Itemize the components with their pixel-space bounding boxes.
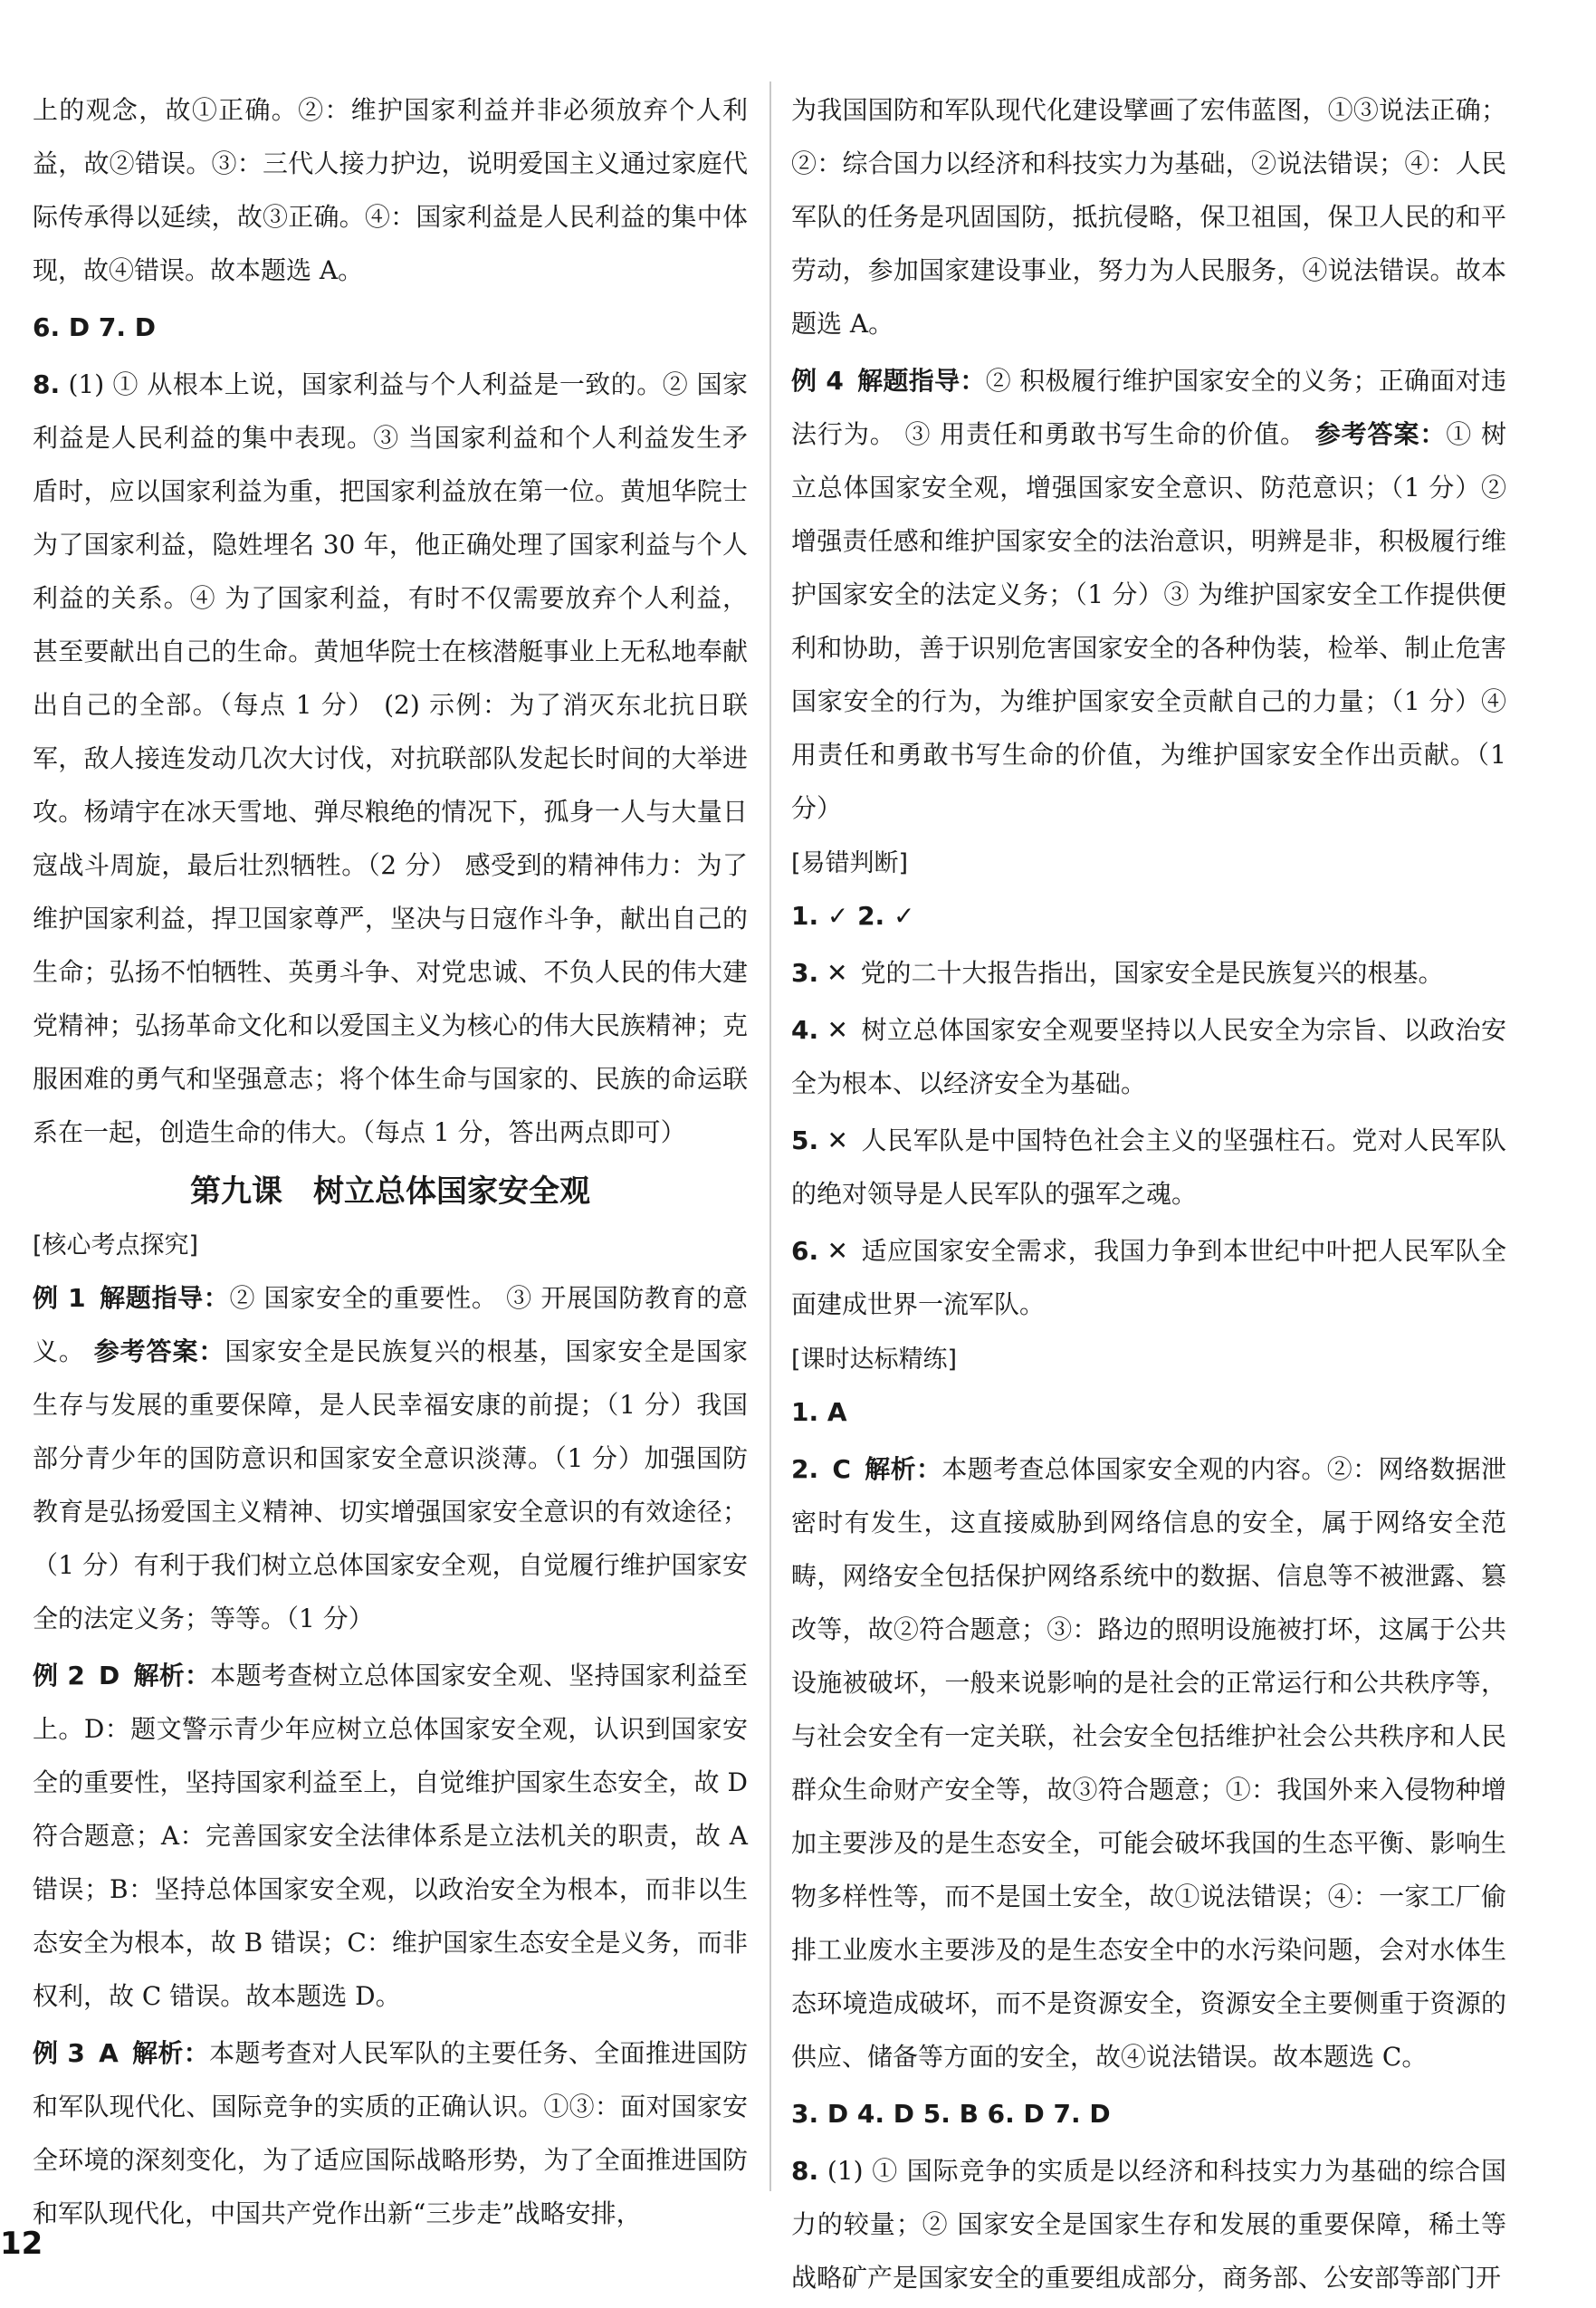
judgement-1-2: 1. ✓ 2. ✓ — [791, 901, 915, 931]
section-drill-heading — [791, 1335, 1506, 1385]
judgement-3-number: 3. — [791, 958, 819, 988]
page-number: 12 — [0, 2226, 43, 2262]
drill-answer-8 — [791, 2144, 1506, 2304]
answer-8-number: 8. — [33, 369, 61, 399]
example-4-guide-label: 解题指导： — [857, 366, 986, 396]
example-2-explanation-label: 解析： — [133, 1661, 211, 1690]
drill-answer-2-choice: C — [832, 1454, 851, 1484]
example-1 — [33, 1271, 748, 1645]
example-4-answer: ① 树立总体国家安全观，增强国家安全意识、防范意识；（1 分）② 增强责任感和维护国家安全的法治意识，明辨是非，积极履行维护国家安全的法定义务；（1 分）③ 为维护国家安全工作提供便利和协助，善于识别危害国家安全的各种伪装，检举、制止危害国家安全的行为，为维护国家安全贡献自己的力量；（1 分）④ 用责任和勇敢书写生命的价值，为维护国家安全作出贡献。（1 分） — [791, 419, 1506, 823]
left-column — [33, 83, 748, 2244]
judgement-3-text: 党的二十大报告指出，国家安全是民族复兴的根基。 — [860, 958, 1444, 988]
drill-answer-8-text: (1) ① 国际竞争的实质是以经济和科技实力为基础的综合国力的较量；② 国家安全是国家生存和发展的重要保障，稀土等战略矿产是国家安全的重要组成部分，商务部、公安部等部门开 — [791, 2156, 1506, 2293]
cross-mark-icon: ✕ — [827, 958, 848, 988]
example-2 — [33, 1649, 748, 2023]
example-3-explanation-label: 解析： — [132, 2038, 210, 2068]
judgement-3 — [791, 946, 1506, 1000]
judgement-5-text: 人民军队是中国特色社会主义的坚强柱石。党对人民军队的绝对领导是人民军队的强军之魂。 — [791, 1125, 1506, 1209]
drill-answer-2 — [791, 1442, 1506, 2083]
left-paragraph-continuation: 上的观念，故①正确。②：维护国家利益并非必须放弃个人利益，故②错误。③：三代人接力护边，说明爱国主义通过家庭代际传承得以延续，故③正确。④：国家利益是人民利益的集中体现，故④错误。故本题选 A。 — [33, 95, 748, 285]
cross-mark-icon: ✕ — [827, 1236, 849, 1266]
example-1-guide: ② 国家安全的重要性。 ③ 开展国防教育的意义。 — [33, 1283, 748, 1366]
judgement-4-text: 树立总体国家安全观要坚持以人民安全为宗旨、以政治安全为根本、以经济安全为基础。 — [791, 1015, 1506, 1098]
example-4-label: 例 4 — [791, 366, 844, 396]
cross-mark-icon: ✕ — [827, 1015, 849, 1045]
drill-answer-2-explanation-label: 解析： — [865, 1454, 942, 1484]
cross-mark-icon: ✕ — [827, 1125, 849, 1155]
right-column — [791, 83, 1506, 2308]
example-2-explanation: 本题考查树立总体国家安全观、坚持国家利益至上。D：题文警示青少年应树立总体国家安全观，认识到国家安全的重要性，坚持国家利益至上，自觉维护国家生态安全，故 D 符合题意；A：完善国家安全法律体系是立法机关的职责，故 A 错误；B：坚持总体国家安全观，以政治安全为根本，而非以生态安全为根本，故 B 错误；C：维护国家生态安全是义务，而非权利，故 C 错误。故本题选 D。 — [33, 1661, 748, 2011]
answer-8 — [33, 358, 748, 1159]
example-3 — [33, 2026, 748, 2240]
judgement-5 — [791, 1114, 1506, 1221]
section-error-label: [易错判断] — [791, 849, 909, 877]
example-3-explanation: 本题考查对人民军队的主要任务、全面推进国防和军队现代化、国际竞争的实质的正确认识。①③：面对国家安全环境的深刻变化，为了适应国际战略形势，为了全面推进国防和军队现代化，中国共产党作出新“三步走”战略安排， — [33, 2038, 748, 2228]
example-4-guide: ② 积极履行维护国家安全的义务；正确面对违法行为。 ③ 用责任和勇敢书写生命的价值。 — [791, 366, 1507, 449]
answers-6-7: 6. D 7. D — [33, 312, 156, 342]
example-4 — [791, 354, 1506, 835]
judgement-6 — [791, 1224, 1506, 1331]
section-error-heading — [791, 838, 1506, 889]
example-4-answer-label: 参考答案： — [1314, 419, 1447, 449]
example-2-label: 例 2 — [33, 1661, 85, 1690]
column-divider — [769, 81, 771, 2191]
example-1-guide-label: 解题指导： — [100, 1283, 230, 1313]
drill-answer-2-explanation: 本题考查总体国家安全观的内容。②：网络数据泄密时有发生，这直接威胁到网络信息的安全，属于网络安全范畴，网络安全包括保护网络系统中的数据、信息等不被泄露、篡改等，故②符合题意；③：路边的照明设施被打坏，这属于公共设施被破坏，一般来说影响的是社会的正常运行和公共秩序等，与社会安全有一定关联，社会安全包括维护社会公共秩序和人民群众生命财产安全等，故③符合题意；①：我国外来入侵物种增加主要涉及的是生态安全，可能会破坏我国的生态平衡、影响生物多样性等，而不是国土安全，故①说法错误；④：一家工厂偷排工业废水主要涉及的是生态安全中的水污染问题，会对水体生态环境造成破坏，而不是资源安全，资源安全主要侧重于资源的供应、储备等方面的安全，故④说法错误。故本题选 C。 — [791, 1454, 1506, 2072]
example-2-choice: D — [99, 1661, 120, 1690]
drill-answer-8-number: 8. — [791, 2156, 819, 2186]
section-core-label: [核心考点探究] — [33, 1231, 199, 1259]
drill-answer-1: 1. A — [791, 1397, 847, 1427]
lesson-title: 第九课 树立总体国家安全观 — [190, 1173, 590, 1210]
example-1-answer-label: 参考答案： — [93, 1336, 225, 1366]
answer-8-text: (1) ① 从根本上说，国家利益与个人利益是一致的。② 国家利益是人民利益的集中表现。③ 当国家利益和个人利益发生矛盾时，应以国家利益为重，把国家利益放在第一位。黄旭华院士为了国家利益，隐姓埋名 30 年，他正确处理了国家利益与个人利益的关系。④ 为了国家利益，有时不仅需要放弃个人利益，甚至要献出自己的生命。黄旭华院士在核潜艇事业上无私地奉献出自己的全部。（每点 1 分） (2) 示例：为了消灭东北抗日联军，敌人接连发动几次大讨伐，对抗联部队发起长时间的大举进攻。杨靖宇在冰天雪地、弹尽粮绝的情况下，孤身一人与大量日寇战斗周旋，最后壮烈牺牲。（2 分） 感受到的精神伟力：为了维护国家利益，捍卫国家尊严，坚决与日寇作斗争，献出自己的生命；弘扬不怕牺牲、英勇斗争、对党忠诚、不负人民的伟大建党精神；弘扬革命文化和以爱国主义为核心的伟大民族精神；克服困难的勇气和坚强意志；将个体生命与国家的、民族的命运联系在一起，创造生命的伟大。（每点 1 分，答出两点即可） — [33, 369, 748, 1147]
drill-answer-2-number: 2. — [791, 1454, 819, 1484]
section-core-heading — [33, 1221, 748, 1271]
judgement-4-number: 4. — [791, 1015, 819, 1045]
section-drill-label: [课时达标精练] — [791, 1346, 958, 1374]
drill-answers-3-7: 3. D 4. D 5. B 6. D 7. D — [791, 2099, 1111, 2129]
judgement-6-number: 6. — [791, 1236, 819, 1266]
judgement-6-text: 适应国家安全需求，我国力争到本世纪中叶把人民军队全面建成世界一流军队。 — [791, 1236, 1506, 1319]
example-1-label: 例 1 — [33, 1283, 86, 1313]
right-paragraph-continuation: 为我国国防和军队现代化建设擘画了宏伟蓝图，①③说法正确；②：综合国力以经济和科技实力为基础，②说法错误；④：人民军队的任务是巩固国防，抵抗侵略，保卫祖国，保卫人民的和平劳动，参加国家建设事业，努力为人民服务，④说法错误。故本题选 A。 — [791, 95, 1506, 339]
judgement-5-number: 5. — [791, 1125, 819, 1155]
example-3-label: 例 3 — [33, 2038, 85, 2068]
example-1-answer: 国家安全是民族复兴的根基，国家安全是国家生存与发展的重要保障，是人民幸福安康的前提；（1 分）我国部分青少年的国防意识和国家安全意识淡薄。（1 分）加强国防教育是弘扬爱国主义精神、切实增强国家安全意识的有效途径；（1 分）有利于我们树立总体国家安全观，自觉履行维护国家安全的法定义务；等等。（1 分） — [33, 1336, 748, 1633]
example-3-choice: A — [99, 2038, 119, 2068]
judgement-4 — [791, 1003, 1506, 1110]
